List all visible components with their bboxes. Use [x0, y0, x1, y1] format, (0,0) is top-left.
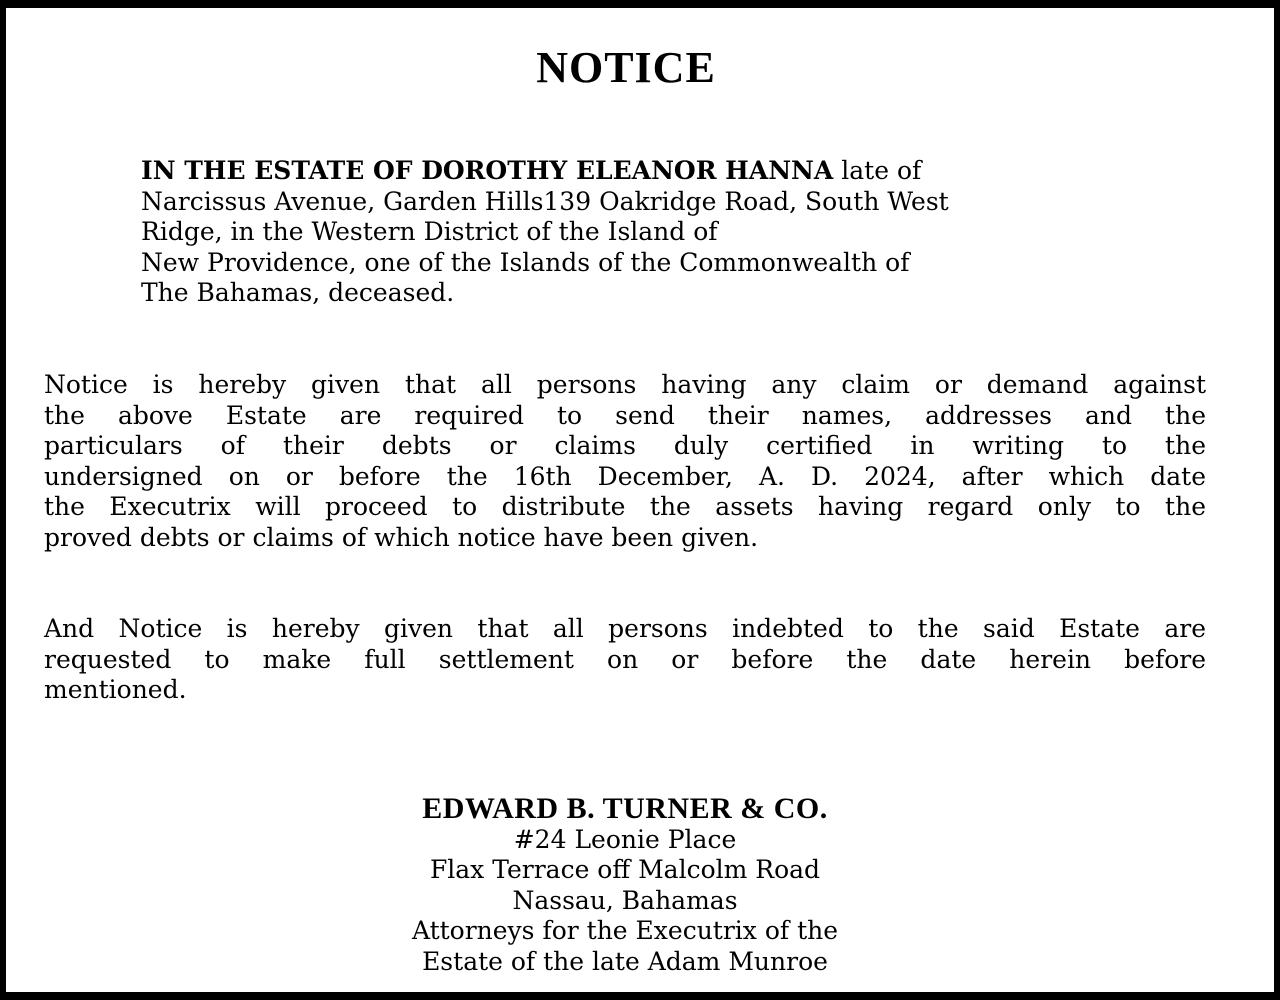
- claims-line-4: undersigned on or before the 16th December, A. D. 2024, after which date: [44, 461, 1206, 491]
- claims-paragraph: [44, 370, 1206, 553]
- firm-name: EDWARD B. TURNER & CO.: [422, 792, 828, 825]
- settlement-line-3: mentioned.: [44, 675, 187, 704]
- notice-title: NOTICE: [536, 43, 716, 92]
- claims-line-1: Notice is hereby given that all persons having any claim or demand against: [44, 370, 1206, 399]
- settlement-line-1: And Notice is hereby given that all persons indebted to the said Estate are: [44, 614, 1206, 643]
- estate-line-4: New Providence, one of the Islands of the Commonwealth of: [141, 247, 910, 277]
- address-line-1: #24 Leonie Place: [513, 824, 737, 854]
- estate-line-5: The Bahamas, deceased.: [141, 278, 455, 307]
- address-line-3: Nassau, Bahamas: [512, 885, 738, 915]
- settlement-paragraph: [44, 614, 1206, 706]
- claims-line-5: the Executrix will proceed to distribute the assets having regard only to the: [44, 492, 1206, 521]
- estate-heading: [141, 156, 1161, 309]
- signature-block: [6, 794, 1244, 977]
- claims-line-2: the above Estate are required to send their names, addresses and the: [44, 400, 1206, 430]
- estate-line-3: Ridge, in the Western District of the Island of: [141, 217, 718, 246]
- estate-name: IN THE ESTATE OF DOROTHY ELEANOR HANNA: [141, 156, 834, 185]
- address-line-5: Estate of the late Adam Munroe: [422, 946, 828, 976]
- claims-line-6: proved debts or claims of which notice have been given.: [44, 522, 759, 552]
- notice-page: [6, 8, 1274, 992]
- address-line-2: Flax Terrace off Malcolm Road: [429, 855, 821, 884]
- estate-line-2: Narcissus Avenue, Garden Hills139 Oakridge Road, South West: [141, 186, 949, 216]
- estate-line-1-rest: late of: [833, 156, 922, 185]
- claims-line-3: particulars of their debts or claims duly certified in writing to the: [44, 431, 1206, 460]
- address-line-4: Attorneys for the Executrix of the: [411, 916, 839, 945]
- settlement-line-2: requested to make full settlement on or before the date herein before: [44, 644, 1206, 674]
- estate-line-1: [141, 156, 1161, 187]
